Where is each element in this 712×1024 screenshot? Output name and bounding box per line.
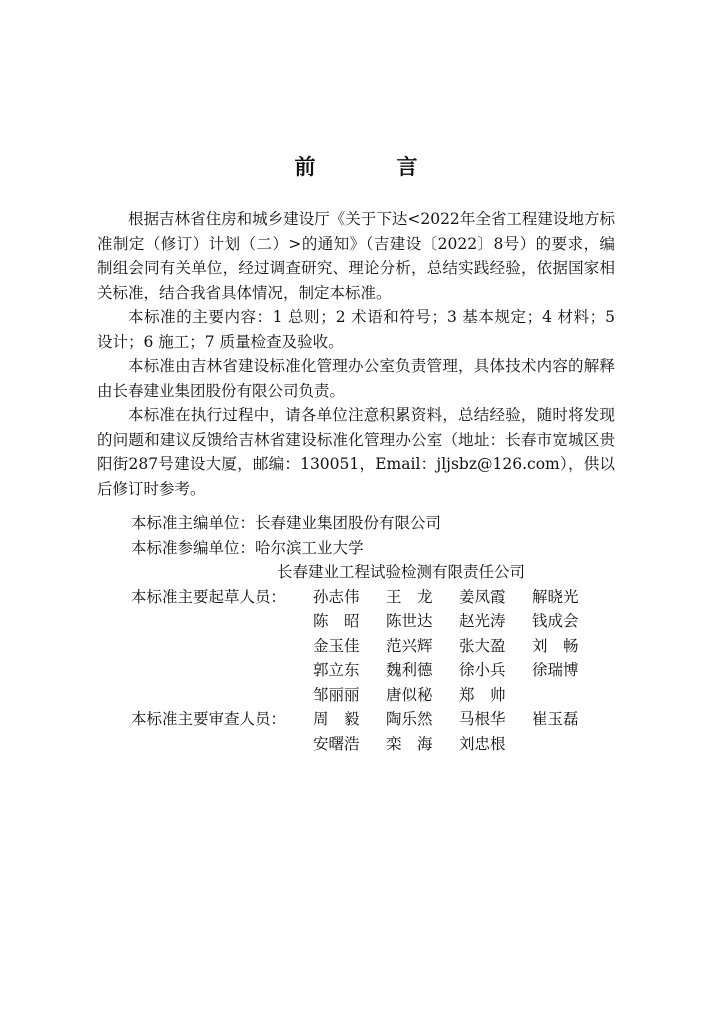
preface-body bbox=[97, 207, 615, 501]
paragraph-feedback: 本标准在执行过程中，请各单位注意积累资料，总结经验，随时将发现的问题和建议反馈给吉林省建设标准化管理办公室（地址：长春市宽城区贵阳街287号建设大厦，邮编：130051，Email：jljsbz@126.com），供以后修订时参考。 bbox=[97, 406, 615, 498]
drafters-row bbox=[131, 585, 651, 708]
reviewers-list bbox=[313, 707, 605, 756]
participant-unit-label: 本标准参编单位： bbox=[131, 538, 256, 557]
drafter-name: 赵光涛 bbox=[459, 612, 506, 630]
drafter-name: 陈 昭 bbox=[313, 612, 360, 630]
reviewer-name: 陶乐然 bbox=[386, 710, 433, 728]
participant-unit-value: 哈尔滨工业大学 bbox=[255, 538, 364, 557]
drafter-name: 金玉佳 bbox=[313, 636, 360, 655]
drafter-name: 郭立东 bbox=[313, 661, 360, 679]
drafter-name: 邹丽丽 bbox=[313, 685, 360, 704]
participant-unit-value: 长春建业工程试验检测有限责任公司 bbox=[277, 563, 526, 581]
chief-unit-value: 长春建业集团股份有限公司 bbox=[255, 514, 442, 532]
drafter-name: 范兴辉 bbox=[386, 636, 433, 655]
reviewer-name: 崔玉磊 bbox=[532, 710, 579, 728]
drafter-name: 徐瑞博 bbox=[532, 661, 579, 679]
paragraph-contents: 本标准的主要内容：1 总则；2 术语和符号；3 基本规定；4 材料；5 设计；6 施工；7 质量检查及验收。 bbox=[97, 308, 615, 351]
drafter-name: 王 龙 bbox=[386, 587, 433, 606]
chief-unit-label: 本标准主编单位： bbox=[131, 514, 256, 532]
drafter-name: 陈世达 bbox=[386, 612, 433, 630]
drafter-name: 姜凤霞 bbox=[459, 587, 506, 606]
drafter-name: 解晓光 bbox=[532, 587, 579, 606]
participant-unit-row bbox=[131, 536, 651, 561]
reviewer-name: 刘忠根 bbox=[459, 734, 506, 753]
reviewers-label: 本标准主要审查人员： bbox=[131, 710, 287, 728]
reviewer-name: 马根华 bbox=[459, 710, 506, 728]
drafter-name: 张大盈 bbox=[459, 636, 506, 655]
reviewers-row bbox=[131, 707, 651, 756]
drafters-list bbox=[313, 585, 605, 708]
credits-section bbox=[131, 511, 651, 756]
drafters-label: 本标准主要起草人员： bbox=[131, 587, 287, 606]
drafter-name: 郑 帅 bbox=[459, 685, 506, 704]
drafter-name: 钱成会 bbox=[532, 612, 579, 630]
reviewer-name: 安曙浩 bbox=[313, 734, 360, 753]
paragraph-management: 本标准由吉林省建设标准化管理办公室负责管理，具体技术内容的解释由长春建业集团股份有限公司负责。 bbox=[97, 357, 615, 400]
reviewer-name: 周 毅 bbox=[313, 710, 360, 728]
drafter-name: 唐似秘 bbox=[386, 685, 433, 704]
page-title: 前 言 bbox=[294, 154, 448, 179]
chief-unit-row bbox=[131, 511, 651, 536]
drafter-name: 孙志伟 bbox=[313, 587, 360, 606]
drafter-name: 魏利德 bbox=[386, 661, 433, 679]
paragraph-background: 根据吉林省住房和城乡建设厅《关于下达<2022年全省工程建设地方标准制定（修订）计划（二）>的通知》（吉建设〔2022〕8号）的要求，编制组会同有关单位，经过调查研究、理论分析，总结实践经验，依据国家相关标准，结合我省具体情况，制定本标准。 bbox=[97, 210, 615, 302]
drafter-name: 徐小兵 bbox=[459, 661, 506, 679]
drafter-name: 刘 畅 bbox=[532, 636, 579, 655]
reviewer-name: 栾 海 bbox=[386, 734, 433, 753]
